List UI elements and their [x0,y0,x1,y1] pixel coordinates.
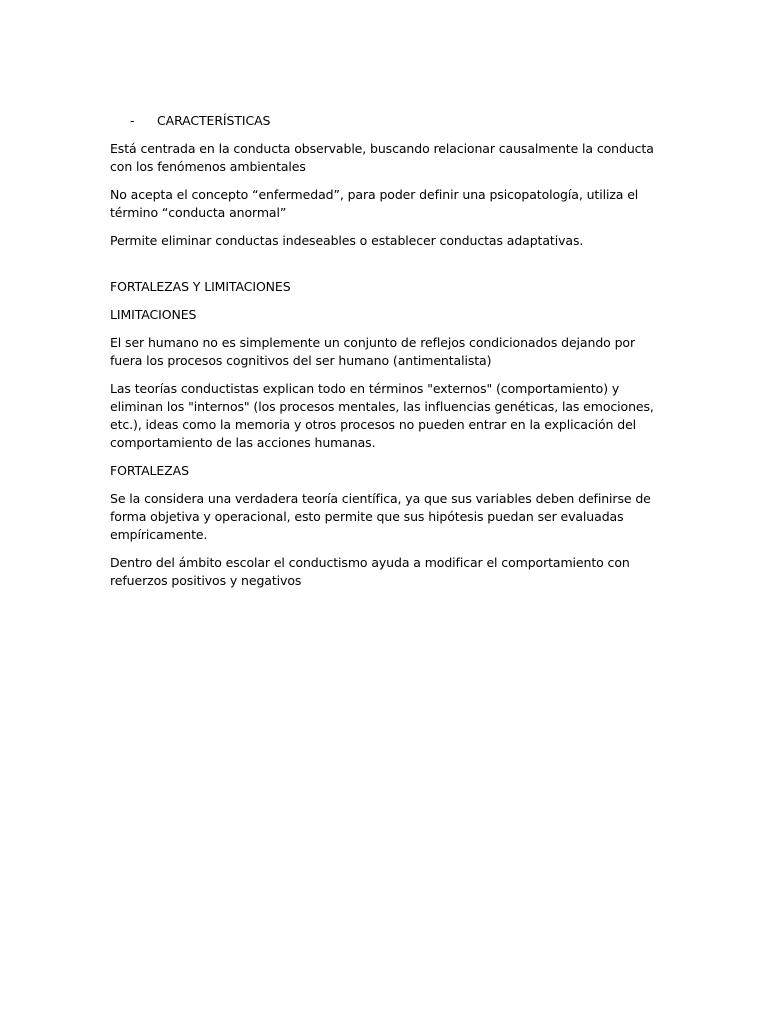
blank-line [110,260,660,278]
paragraph-caracteristica-3: Permite eliminar conductas indeseables o establecer conductas adaptativas. [110,233,584,248]
heading-fortalezas-y-limitaciones: FORTALEZAS Y LIMITACIONES [110,279,291,294]
paragraph-caracteristica-2: No acepta el concepto “enfermedad”, para poder definir una psicopatología, utiliza el término “conducta anormal” [110,187,639,220]
paragraph-limitacion-1: El ser humano no es simplemente un conjunto de reflejos condicionados dejando por fuera los procesos cognitivos del ser humano (antimentalista) [110,335,635,368]
paragraph-limitacion-2: Las teorías conductistas explican todo en términos "externos" (comportamiento) y eliminan los "internos" (los procesos mentales, las influencias genéticas, las emociones, etc.), ideas como la memoria y otros procesos no pueden entrar en la explicación del comportamiento de las acciones humanas. [110,381,654,450]
heading-fortalezas: FORTALEZAS [110,463,189,478]
paragraph-fortaleza-1: Se la considera una verdadera teoría científica, ya que sus variables deben definirse de forma objetiva y operacional, esto permite que sus hipótesis puedan ser evaluadas empíricamente. [110,491,651,542]
paragraph-fortaleza-2: Dentro del ámbito escolar el conductismo ayuda a modificar el comportamiento con refuerzos positivos y negativos [110,555,630,588]
dash-bullet: - [130,113,135,128]
bullet-heading-caracteristicas [110,112,660,130]
heading-limitaciones: LIMITACIONES [110,307,197,322]
heading-caracteristicas: CARACTERÍSTICAS [157,113,271,128]
paragraph-caracteristica-1: Está centrada en la conducta observable, buscando relacionar causalmente la conducta con los fenómenos ambientales [110,141,654,174]
